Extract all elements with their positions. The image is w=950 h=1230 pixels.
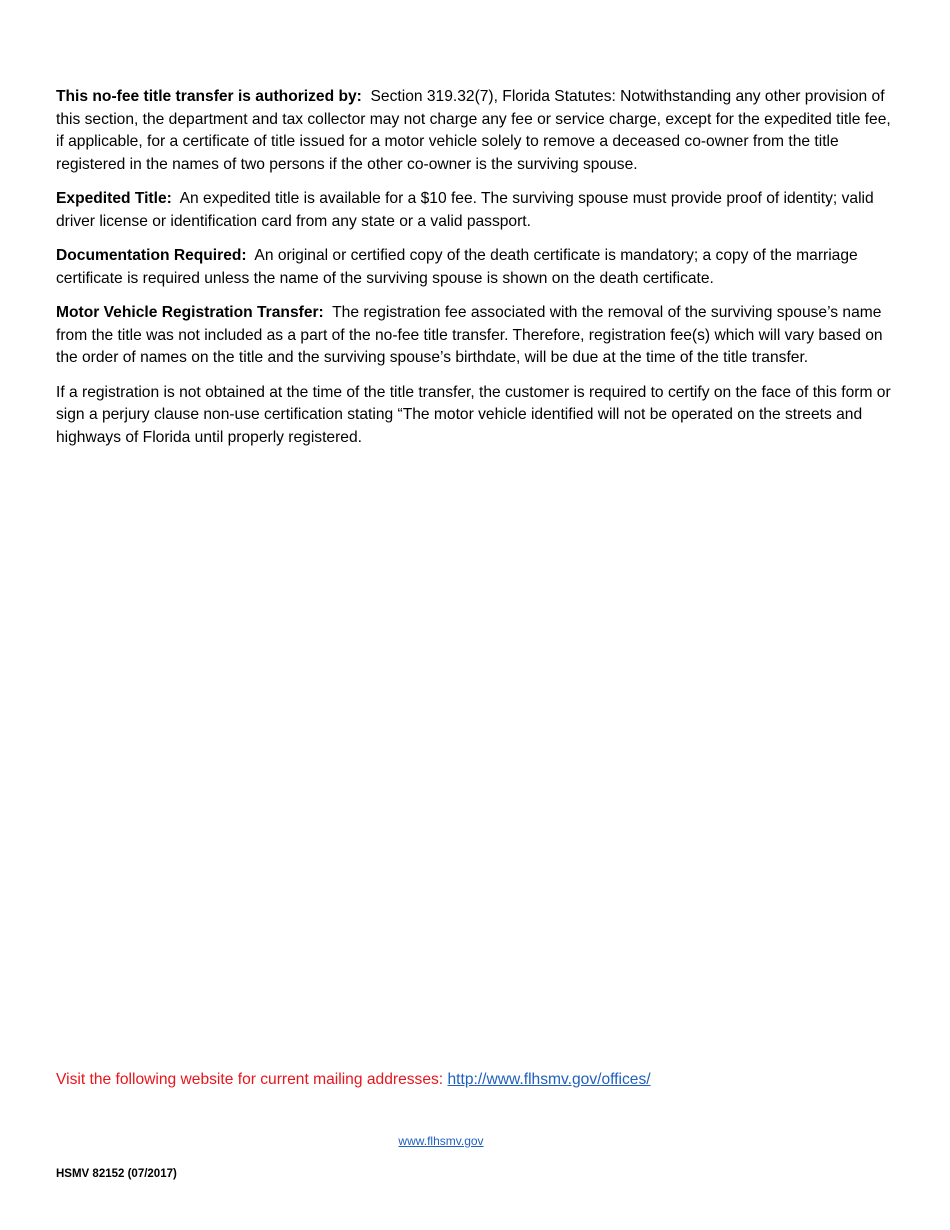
non-use-certification-paragraph: [56, 382, 896, 450]
non-use-certification-text: If a registration is not obtained at the time of the title transfer, the customer is required to certify on the face of this form or sign a perjury clause non-use certification stating “The motor vehicle identified will not be operated on the streets and highways of Florida until properly registered.: [56, 383, 891, 446]
documentation-heading: Documentation Required:: [56, 247, 247, 264]
form-number: HSMV 82152 (07/2017): [56, 1168, 177, 1180]
authorization-paragraph: [56, 86, 896, 176]
documentation-text: An original or certified copy of the death certificate is mandatory; a copy of the marriage certificate is required unless the name of the surviving spouse is shown on the death certificate.: [56, 247, 858, 287]
authorization-heading: This no-fee title transfer is authorized by:: [56, 88, 362, 105]
expedited-title-heading: Expedited Title:: [56, 190, 172, 207]
website-link[interactable]: www.flhsmv.gov: [398, 1134, 484, 1148]
authorization-text: Section 319.32(7), Florida Statutes: Notwithstanding any other provision of this section, the department and tax collector may not charge any fee or service charge, except for the expedited title fee, if applicable, for a certificate of title issued for a motor vehicle solely to remove a deceased co-owner from the title registered in the names of two persons if the other co-owner is the surviving spouse.: [56, 88, 891, 173]
mailing-address-notice: [56, 1069, 896, 1091]
expedited-title-text: An expedited title is available for a $10 fee. The surviving spouse must provide proof of identity; valid driver license or identification card from any state or a valid passport.: [56, 190, 874, 230]
registration-transfer-text: The registration fee associated with the removal of the surviving spouse’s name from the title was not included as a part of the no-fee title transfer. Therefore, registration fee(s) which will vary based on the order of names on the title and the surviving spouse’s birthdate, will be due at the time of the title transfer.: [56, 304, 883, 366]
registration-transfer-heading: Motor Vehicle Registration Transfer:: [56, 304, 324, 321]
offices-link[interactable]: http://www.flhsmv.gov/offices/: [447, 1071, 651, 1088]
mailing-address-label: Visit the following website for current mailing addresses:: [56, 1071, 444, 1088]
expedited-title-paragraph: [56, 188, 896, 233]
footer-website: [0, 1133, 882, 1149]
registration-transfer-paragraph: [56, 302, 896, 370]
document-body: [56, 86, 896, 461]
documentation-paragraph: [56, 245, 896, 290]
